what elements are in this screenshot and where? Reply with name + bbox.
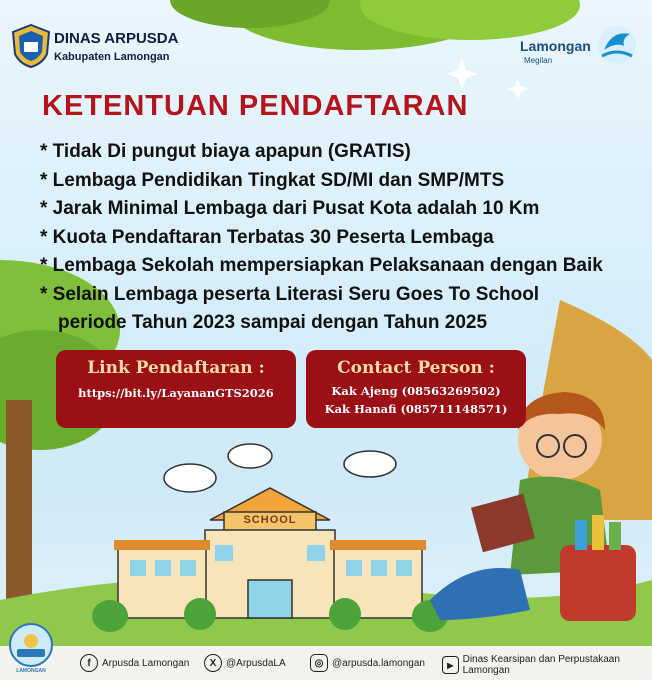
cloud-icon [344, 451, 396, 477]
contact-person-1: Kak Ajeng (08563269502) [331, 384, 501, 398]
rule-item-text: * Selain Lembaga peserta Literasi Seru Goes To School [40, 283, 540, 305]
rules-list [40, 138, 640, 338]
registration-link-url[interactable]: https://bit.ly/LayananGTS2026 [78, 386, 274, 400]
cloud-icon [228, 444, 272, 468]
rule-item [40, 281, 640, 338]
sparkle-icon [446, 58, 478, 90]
instagram-icon: ◎ [310, 654, 328, 672]
org-name: DINAS ARPUSDA [54, 30, 179, 47]
contact-person-card [306, 350, 526, 428]
facebook-icon: f [80, 654, 98, 672]
instagram-link[interactable] [310, 654, 425, 672]
brand-name: Lamongan [520, 38, 591, 54]
instagram-handle: @arpusda.lamongan [332, 657, 425, 669]
x-link[interactable] [204, 654, 286, 672]
rule-item: * Lembaga Pendidikan Tingkat SD/MI dan SMP/MTS [40, 169, 505, 191]
x-icon: X [204, 654, 222, 672]
youtube-link[interactable] [442, 654, 652, 676]
bush [184, 598, 216, 630]
registration-link-title: Link Pendaftaran : [87, 358, 265, 378]
rule-item: * Lembaga Sekolah mempersiapkan Pelaksanaan dengan Baik [40, 255, 603, 276]
arpusda-emblem-icon [12, 24, 50, 68]
org-subtitle: Kabupaten Lamongan [54, 51, 170, 63]
facebook-link[interactable] [80, 654, 189, 672]
bush [329, 598, 361, 630]
youtube-icon: ▶ [442, 656, 459, 674]
bush [92, 600, 128, 632]
page-title: KETENTUAN PENDAFTARAN [42, 90, 469, 122]
brand-tagline: Megilan [524, 56, 553, 65]
registration-link-card [56, 350, 296, 428]
x-handle: @ArpusdaLA [226, 657, 286, 669]
rule-item: * Tidak Di pungut biaya apapun (GRATIS) [40, 141, 411, 162]
sparkle-icon [507, 78, 529, 100]
rule-item: * Kuota Pendaftaran Terbatas 30 Peserta Lembaga [40, 226, 494, 248]
youtube-channel: Dinas Kearsipan dan Perpustakaan Lamongan [462, 654, 620, 676]
school-sign: SCHOOL [243, 514, 297, 526]
literasi-logo-icon [8, 622, 54, 668]
rule-item: * Jarak Minimal Lembaga dari Pusat Kota adalah 10 Km [40, 198, 540, 219]
facebook-handle: Arpusda Lamongan [102, 657, 190, 669]
dolphin-logo-icon [596, 24, 638, 66]
cloud-icon [164, 464, 216, 492]
contact-person-2: Kak Hanafi (085711148571) [324, 402, 508, 416]
school-building [114, 488, 426, 618]
contact-person-title: Contact Person : [337, 358, 495, 378]
rule-item-continuation: periode Tahun 2023 sampai dengan Tahun 2025 [58, 312, 488, 333]
footer-logo-text: LAMONGAN [16, 668, 46, 674]
